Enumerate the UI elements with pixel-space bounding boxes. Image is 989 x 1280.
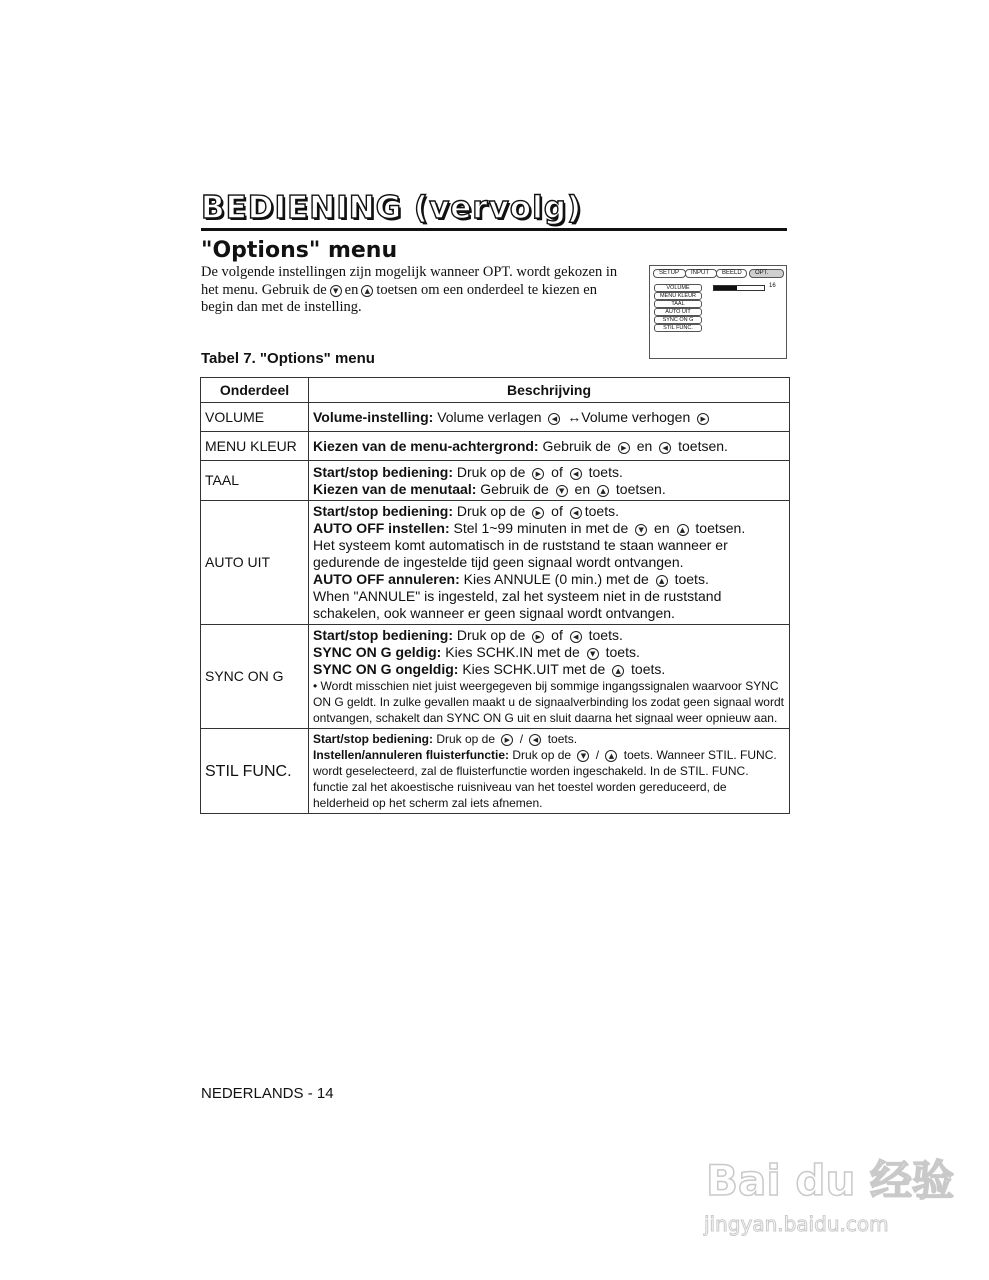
menu-item-volume: VOLUME — [654, 284, 702, 292]
arrow-right-icon: ▶ — [501, 734, 513, 746]
arrow-right-icon: ▶ — [532, 468, 544, 480]
watermark-text: Bai du 经验 — [706, 1156, 954, 1205]
title-rule — [201, 228, 787, 231]
menu-item-stil-func: STIL FUNC. — [654, 324, 702, 332]
menu-tab-input: INPUT — [685, 269, 717, 278]
row-description — [309, 501, 790, 625]
desc-text: toets. — [627, 661, 666, 677]
arrow-left-icon: ◀ — [570, 468, 582, 480]
desc-bold: AUTO OFF instellen: — [313, 520, 450, 536]
row-item: STIL FUNC. — [201, 729, 309, 814]
desc-text: Gebruik de — [538, 437, 615, 454]
options-table — [200, 377, 790, 814]
desc-text: toets. — [584, 463, 623, 480]
desc-text: toets. — [601, 644, 640, 660]
watermark-url: jingyan.baidu.com — [704, 1212, 889, 1236]
desc-text: toets. — [670, 571, 709, 587]
desc-bold: Kiezen van de menutaal: — [313, 480, 477, 497]
desc-bold: Instellen/annuleren fluisterfunctie: — [313, 748, 510, 762]
desc-text: en — [570, 480, 595, 497]
table-row — [201, 625, 790, 729]
table-row — [201, 729, 790, 814]
table-row — [201, 461, 790, 501]
menu-item-menu-kleur: MENU KLEUR — [654, 292, 702, 300]
desc-text: toets. — [584, 627, 623, 643]
arrow-down-icon: ▼ — [556, 485, 568, 497]
table-header-row — [201, 378, 790, 403]
volume-bar — [713, 285, 765, 291]
menu-tab-setup: SETUP — [653, 269, 686, 278]
intro-text-1: De volgende instellingen zijn mogelijk wanneer OPT. wordt gekozen in het menu. Gebruik de — [201, 264, 618, 298]
desc-text: en — [650, 520, 674, 536]
desc-bold: SYNC ON G geldig: — [313, 644, 442, 660]
header-beschrijving: Beschrijving — [309, 378, 790, 403]
desc-bold: AUTO OFF annuleren: — [313, 571, 460, 587]
desc-note: • Wordt misschien niet juist weergegeven bij sommige ingangssignalen waarvoor SYNC ON G geldt. In zulke gevallen maakt u de signaalverbinding los zodat geen signaal wordt ontvangen, schakelt dan SYNC ON G uit en sluit daarna het signaal weer opnieuw aan. — [313, 679, 784, 725]
menu-tab-opt: OPT. — [749, 269, 784, 278]
row-description — [309, 461, 790, 501]
table-caption: Tabel 7. "Options" menu — [201, 350, 375, 367]
desc-text: / — [516, 732, 527, 746]
desc-bold: Start/stop bediening: — [313, 463, 453, 480]
arrow-down-icon: ▼ — [635, 524, 647, 536]
desc-bold: Kiezen van de menu-achtergrond: — [313, 437, 539, 454]
desc-text: Volume verlagen — [433, 408, 546, 425]
menu-screenshot — [649, 265, 787, 359]
desc-text: toets. Wanneer STIL. FUNC. wordt geselecteerd, zal de fluisterfunctie worden ingeschakeld. In de STIL. FUNC. functie zal het akoestische ruisniveau van het toestel worden gereduceerd, de helderheid op het scherm zal iets afnemen. — [313, 748, 777, 810]
arrow-left-icon: ◀ — [529, 734, 541, 746]
row-item: AUTO UIT — [201, 501, 309, 625]
desc-text: of — [547, 503, 567, 519]
desc-text: en — [632, 437, 657, 454]
intro-text-2: en — [344, 281, 359, 298]
desc-text: Kies SCHK.UIT met de — [458, 661, 610, 677]
desc-text: Druk op de — [453, 503, 530, 519]
desc-text: Druk op de — [453, 463, 530, 480]
intro-paragraph — [201, 264, 631, 317]
watermark-logo — [700, 1140, 954, 1250]
table-row — [201, 432, 790, 461]
arrow-right-icon: ▶ — [618, 442, 630, 454]
intro-text-3: toetsen om een onderdeel te kiezen en begin dan met de instelling. — [201, 281, 597, 315]
desc-bold: Start/stop bediening: — [313, 627, 453, 643]
arrow-up-icon: ▲ — [605, 750, 617, 762]
arrow-left-icon: ◀ — [659, 442, 671, 454]
desc-text: toetsen. — [691, 520, 746, 536]
desc-text: Gebruik de — [476, 480, 553, 497]
arrow-left-icon: ◀ — [570, 507, 582, 519]
arrow-left-icon: ◀ — [570, 631, 582, 643]
arrow-down-icon: ▼ — [587, 648, 599, 660]
menu-item-auto-uit: AUTO UIT — [654, 308, 702, 316]
volume-bar-fill — [714, 286, 737, 290]
section-title: BEDIENING (vervolg) — [201, 190, 583, 226]
page-footer: NEDERLANDS - 14 — [201, 1085, 334, 1102]
menu-item-taal: TAAL — [654, 300, 702, 308]
arrow-right-icon: ▶ — [532, 507, 544, 519]
arrow-up-icon: ▲ — [597, 485, 609, 497]
desc-text: of — [547, 463, 567, 480]
arrow-up-icon: ▲ — [677, 524, 689, 536]
menu-tab-beeld: BEELD — [716, 269, 747, 278]
desc-text: of — [547, 627, 567, 643]
row-item: TAAL — [201, 461, 309, 501]
desc-text: Kies ANNULE (0 min.) met de — [459, 571, 653, 587]
desc-text: toetsen. — [674, 437, 728, 454]
row-item: SYNC ON G — [201, 625, 309, 729]
desc-text: toetsen. — [612, 480, 666, 497]
row-item: VOLUME — [201, 403, 309, 432]
desc-text: Stel 1~99 minuten in met de — [449, 520, 633, 536]
arrow-up-icon: ▲ — [361, 285, 373, 297]
header-onderdeel: Onderdeel — [201, 378, 309, 403]
menu-heading: "Options" menu — [201, 238, 398, 263]
arrow-down-icon: ▼ — [330, 285, 342, 297]
row-description — [309, 729, 790, 814]
desc-text: ↔Volume verhogen — [563, 408, 695, 425]
desc-text: Druk op de — [509, 748, 575, 762]
arrow-up-icon: ▲ — [656, 575, 668, 587]
arrow-left-icon: ◀ — [548, 413, 560, 425]
desc-bold: Volume-instelling: — [313, 408, 434, 425]
arrow-down-icon: ▼ — [577, 750, 589, 762]
row-description — [309, 403, 790, 432]
desc-bold: Start/stop bediening: — [313, 732, 433, 746]
arrow-up-icon: ▲ — [612, 665, 624, 677]
arrow-right-icon: ▶ — [532, 631, 544, 643]
table-row — [201, 403, 790, 432]
desc-text: / — [592, 748, 603, 762]
volume-value: 16 — [769, 283, 776, 289]
desc-text: Kies SCHK.IN met de — [441, 644, 584, 660]
desc-bold: Start/stop bediening: — [313, 503, 453, 519]
desc-text: When "ANNULE" is ingesteld, zal het systeem niet in de ruststand schakelen, ook wanneer er geen signaal wordt ontvangen. — [313, 588, 722, 621]
menu-item-sync-on-g: SYNC ON G — [654, 316, 702, 324]
table-row — [201, 501, 790, 625]
desc-text: toets. — [544, 732, 578, 746]
desc-text: Het systeem komt automatisch in de ruststand te staan wanneer er gedurende de ingestelde tijd geen signaal wordt ontvangen. — [313, 537, 728, 570]
desc-bold: SYNC ON G ongeldig: — [313, 661, 459, 677]
row-description — [309, 625, 790, 729]
desc-text: Druk op de — [433, 732, 499, 746]
row-description — [309, 432, 790, 461]
arrow-right-icon: ▶ — [697, 413, 709, 425]
row-item: MENU KLEUR — [201, 432, 309, 461]
desc-text: Druk op de — [453, 627, 530, 643]
desc-text: toets. — [584, 503, 619, 519]
